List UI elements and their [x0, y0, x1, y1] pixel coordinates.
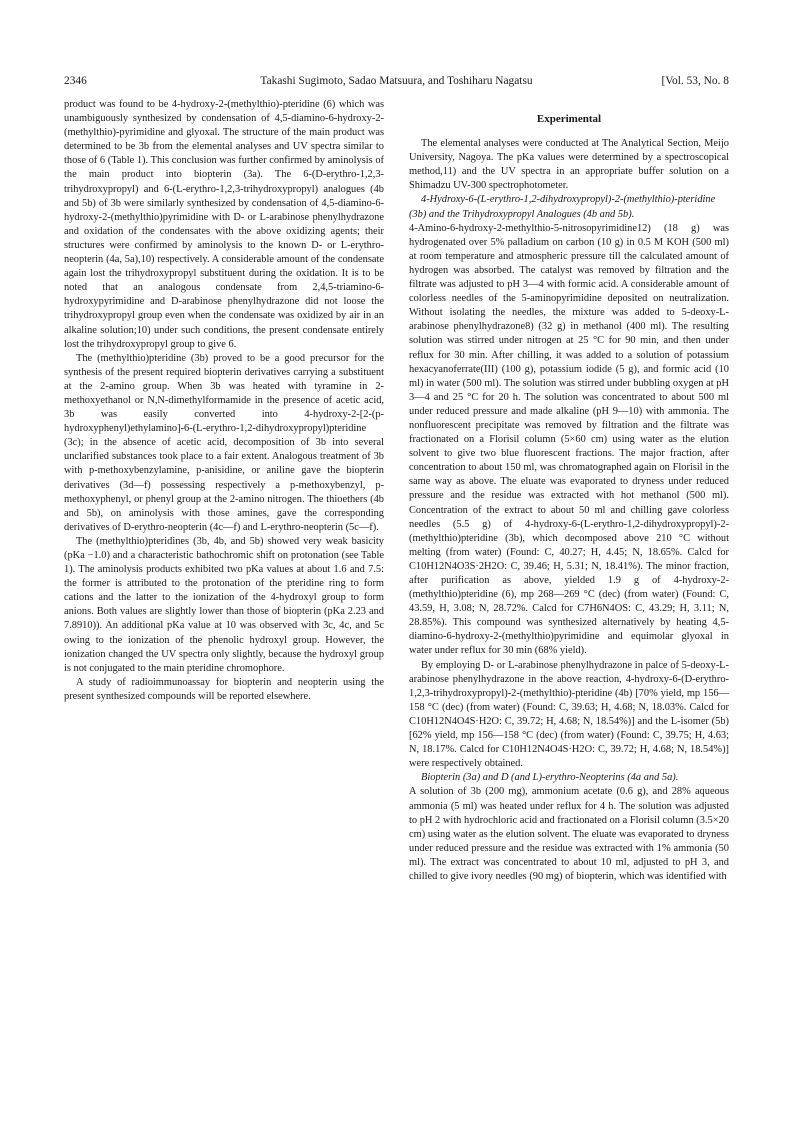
right-column: [409, 98, 729, 884]
section-title-experimental: Experimental: [536, 113, 602, 125]
paragraph-continuation: product was found to be 4-hydroxy-2-(methylthio)-pteridine (6) which was unambiguously synthesized by condensation of 4,5-diamino-6-hydroxy-2-(methylthio)-pyrimidine and glyoxal. The structure of the main product was determined to be 3b from the elemental analyses and UV spectra similar to those of 6 (Table 1). This conclusion was further confirmed by aminolysis of the main product into biopterin (3a). The 6-(D-erythro-1,2,3-trihydroxypropyl) and 6-(L-erythro-1,2,3-trihydroxypropyl) analogues (4b and 5b) of 3b were similarly synthesized by condensation of 4,5-diamino-6-hydroxy-2-(methylthio)pyrimidine with D- or L-arabinose phenylhydrazone and oxidation of the condensates with the above oxidizing agents; their structures were confirmed by aminolysis to the known D- or L-erythro-neopterin (4a, 5a),10) respectively. A considerable amount of the condensate again lost the trihydroxypropyl substituent during the oxidation. It is to be noted that an analogous condensate from 2,4,5-triamino-6-hydroxypyrimidine and D-arabinose phenylhydrazone did not loose the trihydroxypropyl group even when the condensate was oxidized by air in an alkaline solution;10) under such conditions, the present condensate entirely lost the trihydroxypropyl group to give 6.: [64, 99, 384, 350]
paragraph-radioimmunoassay: A study of radioimmunoassay for biopterin and neopterin using the present synthesized compounds will be reported elsewhere.: [64, 676, 384, 702]
paragraph-synthesis: The (methylthio)pteridine (3b) proved to be a good precursor for the synthesis of the present required biopterin derivatives carrying a substituent at the 2-amino group. When 3b was heated with tyramine in 2-methoxyethanol or N,N-dimethylformamide in the presence of acetic acid, 3b was easily converted into 4-hydroxy-2-[2-(p-hydroxyphenyl)ethylamino]-6-(L-erythro-1,2-dihydroxypropyl)pteridine (3c); in the absence of acetic acid, decomposition of 3b into several unclarified substances took place to a fair extent. Analogous treatment of 3b with p-methoxybenzylamine, p-anisidine, or aniline gave the biopterin derivatives (3d—f) possessing respectively a p-methoxybenzyl, p-methoxyphenyl, or phenyl group at the 2-amino nitrogen. The thioethers (4b and 5b), on aminolysis with those amines, gave the corresponding derivatives of D-erythro-neopterin (4c—f) and L-erythro-neopterin (5c—f).: [64, 352, 384, 533]
page-number: 2346: [64, 75, 87, 87]
running-header: [64, 73, 729, 89]
experimental-intro: The elemental analyses were conducted at The Analytical Section, Meijo University, Nagoya. The pKa values were determined by a spectroscopical method,11) and the UV spectra in an appropriate buffer solution on a Shimadzu UV-300 spectrophotometer.: [409, 138, 729, 192]
subheading-biopterin: Biopterin (3a) and D (and L)-erythro-Neopterins (4a and 5a).: [421, 772, 679, 784]
procedure-biopterin: A solution of 3b (200 mg), ammonium acetate (0.6 g), and 28% aqueous ammonia (5 ml) was heated under reflux for 4 h. The solution was adjusted to pH 2 with hydrochloric acid and fractionated on a Florisil column (3.5×20 cm) using water as the elution solvent. The eluate was evaporated to dryness under reduced pressure and the residue was extracted with 1% ammonia (50 ml). The extract was concentrated to about 10 ml, adjusted to pH 3, and chilled to give ivory needles (90 mg) of biopterin, which was identified with: [409, 786, 729, 882]
volume-info: [Vol. 53, No. 8: [661, 75, 729, 87]
left-column: [64, 98, 384, 704]
procedure-4b-5b: By employing D- or L-arabinose phenylhydrazone in palce of 5-deoxy-L-arabinose phenylhydrazone in the above reaction, 4-hydroxy-6-(D-erythro-1,2,3-trihydroxypropyl)-2-(methylthio)-pteridine (4b) [70% yield, mp 156—158 °C (dec) (from water) (Found: C, 39.63; H, 4.68; N, 18.03%. Calcd for C10H12N4O4S·H2O: C, 39.72; H, 4.68; N, 18.54%)] and the L-isomer (5b) [62% yield, mp 156—158 °C (dec) (from water) (Found: C, 39.75; H, 4.63; N, 18.17%. Calcd for C10H12N4O4S·H2O: C, 39.72; H, 4.68; N, 18.54%)] were respectively obtained.: [409, 659, 729, 770]
procedure-3b: 4-Amino-6-hydroxy-2-methylthio-5-nitrosopyrimidine12) (18 g) was hydrogenated over 5% palladium on carbon (10 g) in 0.5 M KOH (500 ml) at room temperature and atmospheric pressure till the calculated amount of hydrogen was absorbed. The catalyst was removed by filtration and the filtrate was adjusted to pH 3—4 with formic acid. A considerable amount of colorless needles of the 5-aminopyrimidine deposited on neutralization. Without isolating the needles, the mixture was added to 5-deoxy-L-arabinose phenylhydrazone8) (32 g) in methanol (400 ml). The resulting solution was stirred under nitrogen at 25 °C for 90 min, and then under reflux for 30 min. After chilling, it was added to a solution of potassium hexacyanoferrate(III) (100 g), potassium iodide (5 g), and formic acid (10 ml) in water (500 ml). The solution was stirred under bubbling oxygen at pH 3—4 and 25 °C for 20 h. The solution was concentrated to about 500 ml under reduced pressure and made alkaline (pH 9—10) with ammonia. The nonfluorescent precipitate was removed by filtration and the filtrate was fractionated on a Florisil column (5×60 cm) using water as the elution solvent to give two blue fluorescent fractions. The major fraction, after concentration to about 150 ml, was chromatographed again on Florisil in the same way as above. The eluate was evaporated to dryness under reduced pressure and the residue was extracted with hot methanol (500 ml). Concentration of the extract to about 50 ml and chilling gave colorless needles (5.5 g) of 4-hydroxy-6-(L-erythro-1,2-dihydroxypropyl)-2-(methylthio)pteridine (3b), which decomposed above 210 °C without melting (from water) (Found: C, 40.27; H, 4.45; N, 18.65%. Calcd for C10H12N4O3S·2H2O: C, 39.46; H, 5.31; N, 18.41%). The minor fraction, after purification as above, yielded 1.9 g of 4-hydroxy-2-(methylthio)pteridine (6), mp 268—269 °C (dec) (from water) (Found: C, 43.59, H, 3.08; N, 28.72%. Calcd for C7H6N4OS: C, 43.29; H, 3.11; N, 28.85%). This compound was synthesized alternatively by heating 4,5-diamino-6-hydroxy-2-(methylthio)pyrimidine and equimolar glyoxal in water under reflux for 30 min (68% yield).: [409, 222, 729, 657]
subheading-3b: 4-Hydroxy-6-(L-erythro-1,2-dihydroxypropyl)-2-(methylthio)-pteridine (3b) and the Trihydroxypropyl Analogues (4b and 5b).: [409, 194, 716, 220]
author-line: Takashi Sugimoto, Sadao Matsuura, and Toshiharu Nagatsu: [260, 75, 533, 87]
paragraph-basicity: The (methylthio)pteridines (3b, 4b, and 5b) showed very weak basicity (pKa −1.0) and a characteristic bathochromic shift on protonation (see Table 1). The aminolysis products exhibited two pKa values at about 1.6 and 7.5: the former is attributed to the protonation of the pteridine ring to form cations and the latter to the ionization of the 4-hydroxyl group to form anions. Both values are slightly lower than those of biopterin (pKa 2.23 and 7.8910)). An additional pKa value at 10 was observed with 3c, 4c, and 5c owing to the ionization of the phenolic hydroxyl group. However, the ionization changed the UV spectra only slightly, because the hydroxyl group is not conjugated to the main pteridine chromophore.: [64, 535, 384, 674]
